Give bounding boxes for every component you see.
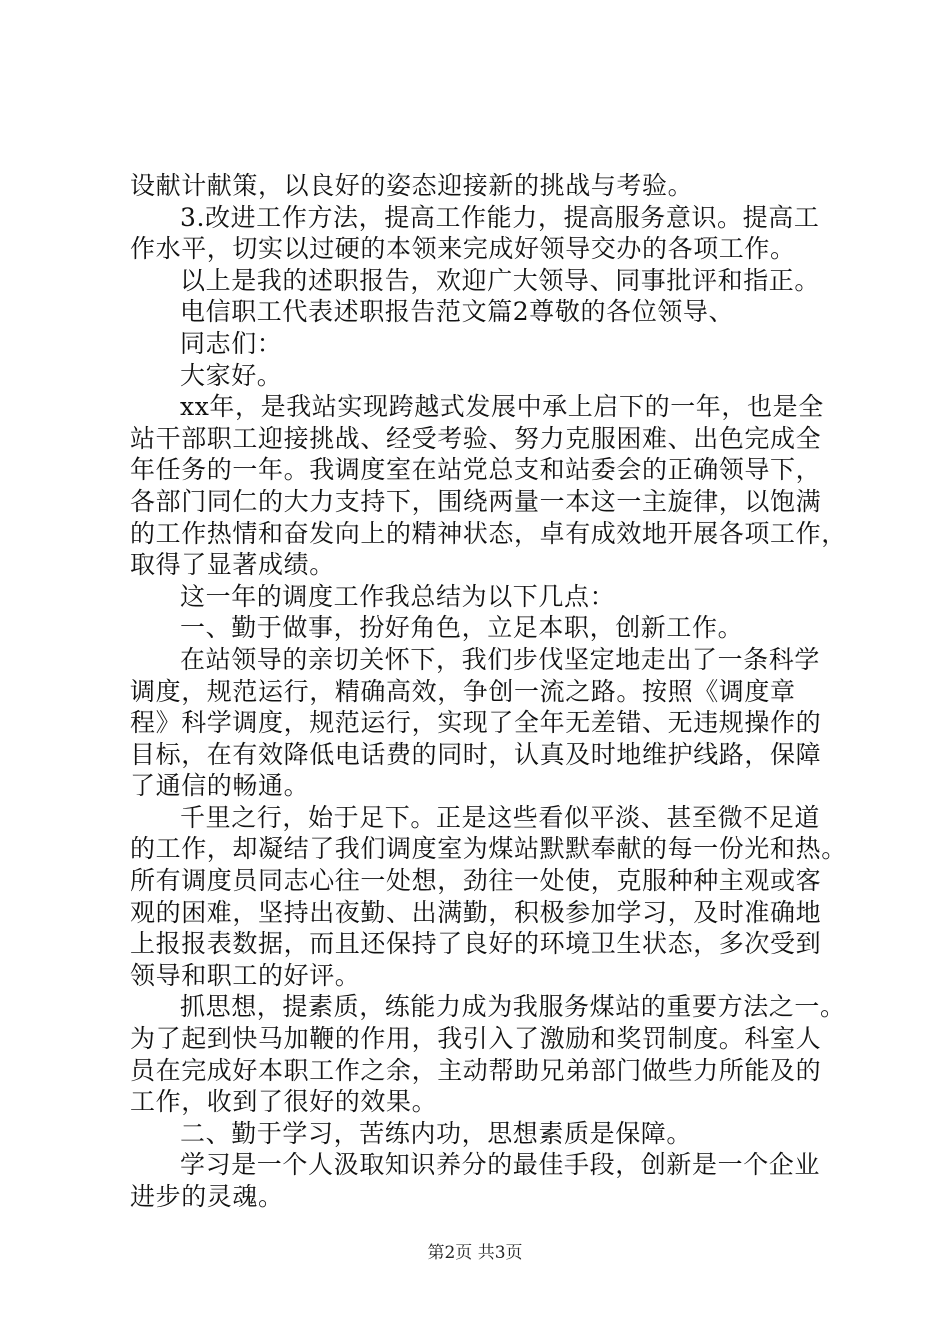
text-line: 目标，在有效降低电话费的同时，认真及时地维护线路，保障 xyxy=(130,739,822,769)
text-line: 的工作，却凝结了我们调度室为煤站默默奉献的每一份光和热。 xyxy=(130,834,847,864)
text-line: 同志们： xyxy=(180,328,283,358)
text-line: 千里之行，始于足下。正是这些看似平淡、甚至微不足道 xyxy=(180,802,821,832)
text-line: 观的困难，坚持出夜勤、出满勤，积极参加学习，及时准确地 xyxy=(130,897,822,927)
text-line: 二、勤于学习，苦练内功，思想素质是保障。 xyxy=(180,1118,693,1148)
text-line: 的工作热情和奋发向上的精神状态，卓有成效地开展各项工作， xyxy=(130,518,847,548)
text-line: 作水平，切实以过硬的本领来完成好领导交办的各项工作。 xyxy=(130,234,796,264)
text-line: 上报报表数据，而且还保持了良好的环境卫生状态，多次受到 xyxy=(130,929,822,959)
text-line: 调度，规范运行，精确高效，争创一流之路。按照《调度章 xyxy=(130,676,796,706)
text-line: 员在完成好本职工作之余，主动帮助兄弟部门做些力所能及的 xyxy=(130,1055,822,1085)
text-line: 这一年的调度工作我总结为以下几点： xyxy=(180,581,616,611)
text-line: 3.改进工作方法，提高工作能力，提高服务意识。提高工 xyxy=(180,202,820,232)
text-line: 抓思想，提素质，练能力成为我服务煤站的重要方法之一。 xyxy=(180,992,846,1022)
text-line: 各部门同仁的大力支持下，围绕两量一本这一主旋律，以饱满 xyxy=(130,486,822,516)
text-line: 学习是一个人汲取知识养分的最佳手段，创新是一个企业 xyxy=(180,1150,821,1180)
text-line: 大家好。 xyxy=(180,360,283,390)
text-line: xx年，是我站实现跨越式发展中承上启下的一年，也是全 xyxy=(180,392,824,422)
text-line: 在站领导的亲切关怀下，我们步伐坚定地走出了一条科学 xyxy=(180,644,821,674)
text-line: 为了起到快马加鞭的作用，我引入了激励和奖罚制度。科室人 xyxy=(130,1024,822,1054)
text-line: 设献计献策，以良好的姿态迎接新的挑战与考验。 xyxy=(130,171,694,200)
document-body xyxy=(130,170,847,1213)
text-line: 一、勤于做事，扮好角色，立足本职，创新工作。 xyxy=(180,613,744,643)
text-line: 工作，收到了很好的效果。 xyxy=(130,1087,438,1117)
text-line: 程》科学调度，规范运行，实现了全年无差错、无违规操作的 xyxy=(130,708,822,738)
text-line: 进步的灵魂。 xyxy=(130,1182,284,1211)
text-line: 领导和职工的好评。 xyxy=(130,960,361,990)
text-line: 取得了显著成绩。 xyxy=(130,550,335,580)
text-line: 了通信的畅通。 xyxy=(130,771,310,801)
text-line: 站干部职工迎接挑战、经受考验、努力克服困难、出色完成全 xyxy=(130,423,822,453)
text-line: 年任务的一年。我调度室在站党总支和站委会的正确领导下， xyxy=(130,455,822,485)
text-line: 以上是我的述职报告，欢迎广大领导、同事批评和指正。 xyxy=(180,265,821,295)
text-line: 电信职工代表述职报告范文篇2尊敬的各位领导、 xyxy=(180,297,735,327)
text-line: 所有调度员同志心往一处想，劲往一处使，克服种种主观或客 xyxy=(130,866,822,896)
page-footer: 第2页 共3页 xyxy=(427,1243,523,1263)
